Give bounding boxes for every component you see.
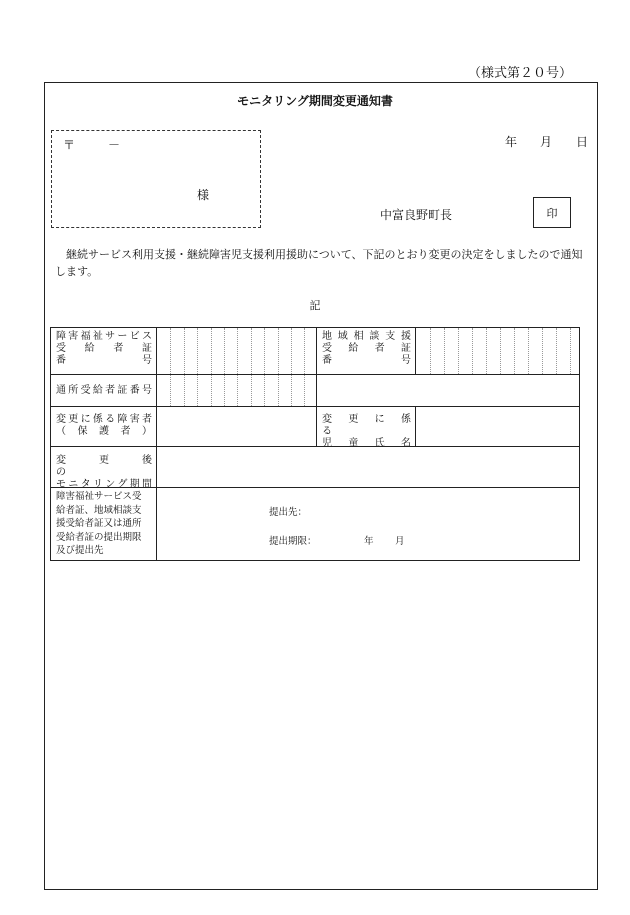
service-cert-number-field[interactable] <box>156 327 317 375</box>
deadline-label: 提出期限： <box>269 536 317 547</box>
day-cert-number-field[interactable] <box>156 374 317 407</box>
label-line: 地域相談支援 <box>322 331 411 342</box>
seal-box <box>533 197 571 228</box>
label-line: 障害福祉サービス <box>56 331 152 342</box>
label-line: 受給者証の提出期限 <box>56 531 142 543</box>
label-line: 番 号 <box>56 355 152 366</box>
cell-child-label <box>316 406 421 449</box>
child-name-field[interactable] <box>415 406 580 447</box>
ki-heading: 記 <box>309 299 321 312</box>
issuer-name: 中富良野町長 <box>380 208 453 222</box>
person-name-field[interactable] <box>156 406 317 447</box>
label-line: 受 給 者 証 <box>56 343 152 354</box>
label-line: 児 童 氏 名 <box>322 438 411 449</box>
label-line: 番 号 <box>322 355 411 366</box>
label-line: 受 給 者 証 <box>322 343 411 354</box>
notice-body: 継続サービス利用支援・継続障害児支援利用援助について、下記のとおり変更の決定をしましたので通知します。 <box>55 248 583 278</box>
label-line: 障害福祉サービス受 <box>56 491 142 502</box>
consult-cert-number-field[interactable] <box>415 327 580 375</box>
deadline-year: 年 <box>364 536 374 547</box>
postal-mark: 〒 <box>63 138 76 152</box>
date-month: 月 <box>540 135 553 149</box>
label-line: モニタリング期間 <box>56 479 152 490</box>
cell-submission-label <box>50 487 157 561</box>
details-table <box>50 327 580 561</box>
monitoring-period-field[interactable] <box>156 446 580 488</box>
cell-service-cert-label <box>50 327 157 375</box>
label-line: 通所受給者証番号 <box>56 385 152 396</box>
deadline-month: 月 <box>395 536 405 547</box>
cell-consult-cert-label <box>316 327 416 375</box>
row2-blank-cell <box>316 374 580 407</box>
recipient-honorific: 様 <box>197 188 210 202</box>
date-year: 年 <box>505 135 518 149</box>
cell-day-cert-label <box>50 374 157 407</box>
submission-info-cell[interactable] <box>156 487 580 561</box>
cell-period-label <box>50 446 172 490</box>
document-title: モニタリング期間変更通知書 <box>237 94 393 108</box>
postal-dash: － <box>108 138 121 152</box>
seal-label: 印 <box>546 206 558 220</box>
recipient-address-box <box>51 130 261 228</box>
form-number: （様式第２０号） <box>468 66 573 81</box>
submit-to-label: 提出先： <box>269 507 308 518</box>
label-line: 変 更 後 の <box>56 455 172 478</box>
label-line: （ 保 護 者 ） <box>56 426 152 437</box>
label-line: 援受給者証又は通所 <box>56 518 142 529</box>
cell-person-label <box>50 406 157 447</box>
label-line: 給者証、地域相談支 <box>56 504 142 516</box>
label-line: 変更に係る障害者 <box>56 414 152 425</box>
label-line: 及び提出先 <box>56 545 104 556</box>
label-line: 変 更 に 係 る <box>322 414 421 437</box>
date-day: 日 <box>576 135 589 149</box>
